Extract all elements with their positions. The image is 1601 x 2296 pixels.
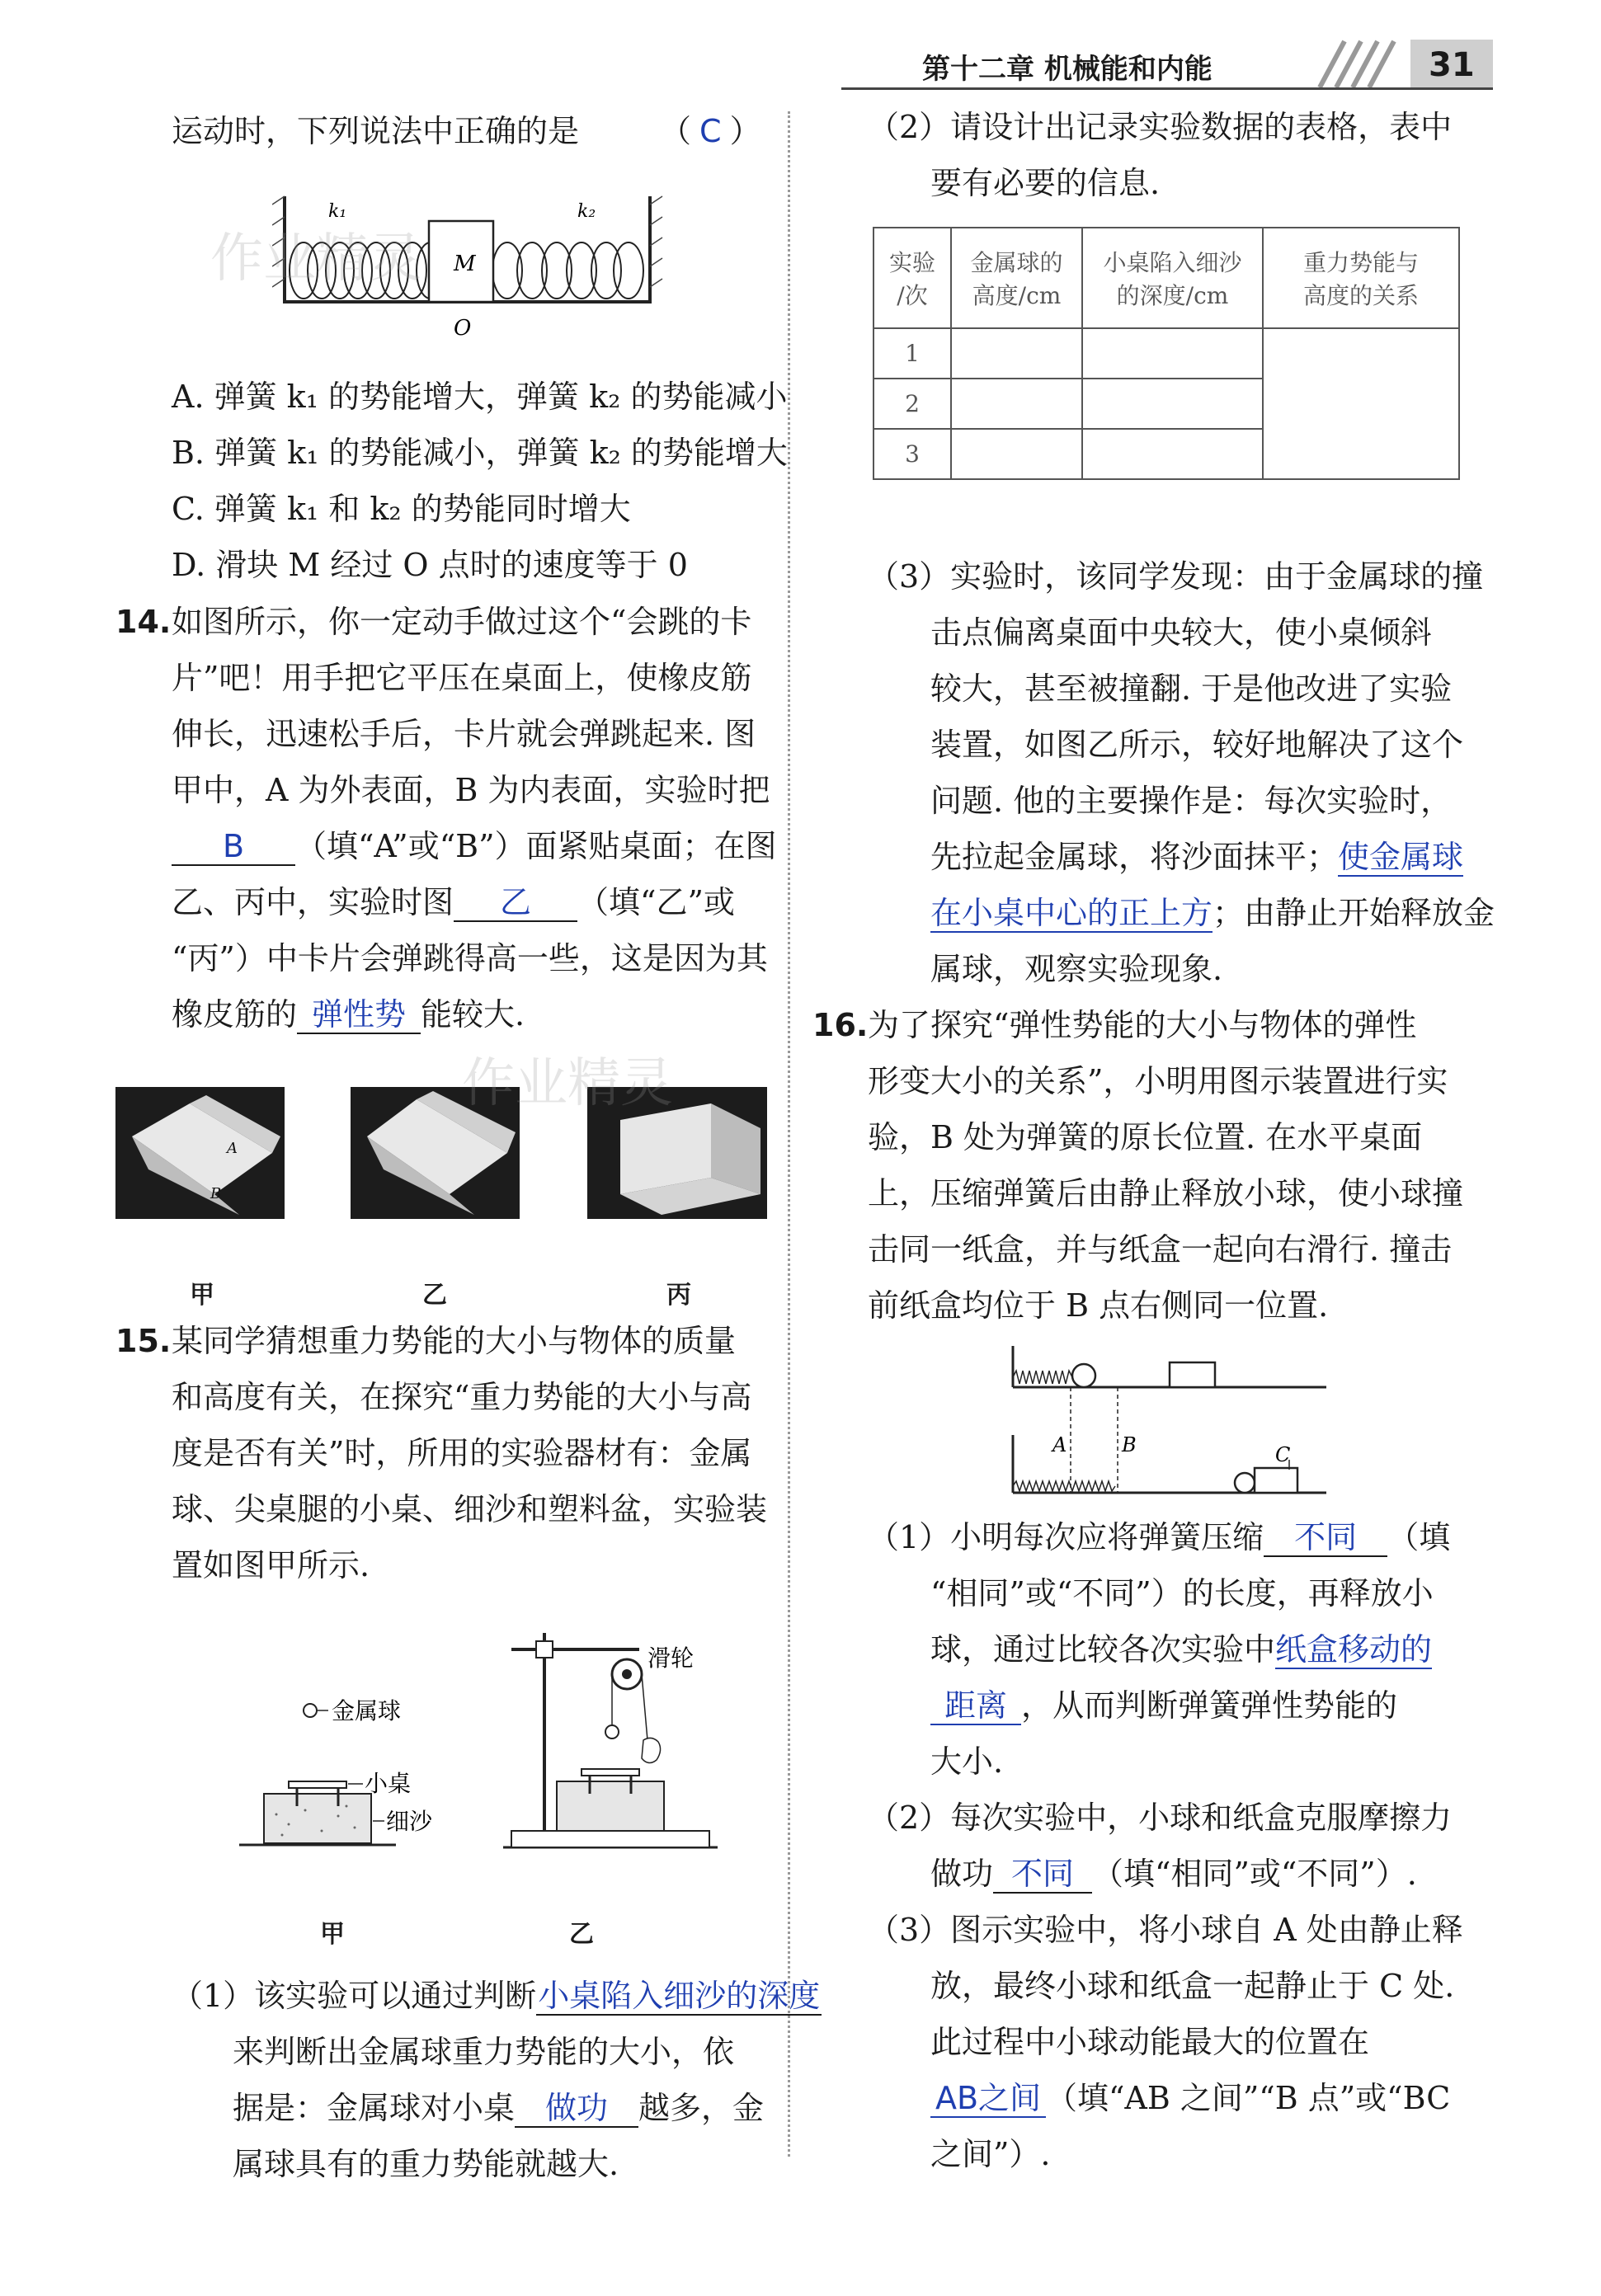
q15-part3-line6: 先拉起金属球，将沙面抹平；使金属球 [930, 839, 1464, 875]
q16-part3-line1: （3）图示实验中，将小球自 A 处由静止释 [868, 1912, 1463, 1948]
table-header-relation: 重力势能与 高度的关系 [1263, 228, 1459, 328]
q16-part1-line1: （1）小明每次应将弹簧压缩 不同 （填 [868, 1519, 1451, 1555]
table-header-depth: 小桌陷入细沙 的深度/cm [1082, 228, 1263, 328]
q16-fig-b: B [1122, 1433, 1137, 1456]
q13-fig-o: O [454, 316, 472, 341]
q14-photo-label-b: B [210, 1185, 222, 1202]
q16-line4: 上，压缩弹簧后由静止释放小球，使小球撞 [868, 1175, 1464, 1212]
q15-part3-line3: 较大，甚至被撞翻. 于是他改进了实验 [930, 670, 1453, 707]
q16-part1-answer: 不同 [1264, 1519, 1387, 1557]
q14-line1: 如图所示，你一定动手做过这个“会跳的卡 [172, 604, 752, 640]
q13-option-b: B. 弹簧 k₁ 的势能减小，弹簧 k₂ 的势能增大 [172, 435, 788, 471]
q13-option-a: A. 弹簧 k₁ 的势能增大，弹簧 k₂ 的势能减小 [172, 379, 788, 415]
q13-answer: C [699, 113, 722, 149]
q14-photo-label-a: A [227, 1140, 238, 1157]
q15-part2-line2: 要有必要的信息. [930, 165, 1161, 201]
watermark: 作业精灵 [462, 1053, 673, 1114]
q16-line5: 击同一纸盒，并与纸盒一起向右滑行. 撞击 [868, 1231, 1453, 1268]
q14-line3: 伸长，迅速松手后，卡片就会弹跳起来. 图 [172, 716, 756, 752]
q14-caption-bing: 丙 [666, 1281, 691, 1310]
q16-part1-answer-2: 纸盒移动的 [1275, 1631, 1433, 1668]
q15-part3-line5: 问题. 他的主要操作是：每次实验时， [930, 783, 1453, 819]
q15-record-table [873, 227, 1460, 480]
q16-part3-line4: AB之间 （填“AB 之间”“B 点”或“BC [930, 2070, 1450, 2126]
q15-part3-answer-a: 使金属球 [1338, 839, 1464, 875]
q15-fig-sand: 细沙 [386, 1808, 433, 1835]
q14-number: 14. [115, 604, 172, 640]
q15-part3-line7: 在小桌中心的正上方；由静止开始释放金 [930, 895, 1495, 931]
q16-spring-figure [1005, 1344, 1335, 1497]
q16-part3-line2: 放，最终小球和纸盒一起静止于 C 处. [930, 1968, 1455, 2004]
q15-part3-answer-b: 在小桌中心的正上方 [930, 895, 1213, 931]
q13-fig-m: M [454, 252, 476, 276]
q15-caption-yi: 乙 [569, 1920, 594, 1949]
q16-number: 16. [812, 1007, 869, 1043]
q15-part3-line8: 属球，观察实验现象. [930, 951, 1223, 987]
q13-fig-k1: k₁ [328, 201, 347, 222]
q15-line1: 某同学猜想重力势能的大小与物体的质量 [172, 1323, 737, 1359]
chapter-title: 第十二章 机械能和内能 [922, 53, 1213, 86]
table-row-3: 3 [873, 429, 951, 479]
q16-line1: 为了探究“弹性势能的大小与物体的弹性 [868, 1007, 1417, 1043]
column-divider [788, 111, 790, 2157]
q16-line3: 验，B 处为弹簧的原长位置. 在水平桌面 [868, 1119, 1423, 1155]
q16-line2: 形变大小的关系”，小明用图示装置进行实 [868, 1063, 1448, 1099]
header-stripes-icon [1311, 40, 1410, 89]
q16-part1-line4: 距离 ，从而判断弹簧弹性势能的 [930, 1677, 1397, 1734]
q16-line6: 前纸盒均位于 B 点右侧同一位置. [868, 1287, 1329, 1324]
q15-fig-table: 小桌 [365, 1770, 412, 1797]
q14-line2: 片”吧！用手把它平压在桌面上，使橡皮筋 [172, 660, 752, 696]
q15-line3: 度是否有关”时，所用的实验器材有：金属 [172, 1435, 752, 1471]
q16-part2-line1: （2）每次实验中，小球和纸盒克服摩擦力 [868, 1800, 1453, 1836]
q15-fig-pulley: 滑轮 [647, 1644, 695, 1672]
q14-line7: “丙”）中卡片会弹跳得高一些，这是因为其 [172, 940, 768, 976]
q15-part3-line4: 装置，如图乙所示，较好地解决了这个 [930, 727, 1464, 763]
q15-apparatus-figure [231, 1608, 742, 1872]
q16-part2-answer: 不同 [993, 1856, 1092, 1894]
table-header-trial: 实验 /次 [873, 228, 951, 328]
q13-stem: 运动时，下列说法中正确的是 [172, 113, 580, 149]
q15-part3-line1: （3）实验时，该同学发现：由于金属球的撞 [868, 558, 1484, 595]
q16-fig-c: C [1275, 1443, 1291, 1466]
q16-part2-line2: 做功 不同 （填“相同”或“不同”）. [930, 1856, 1417, 1892]
q13-option-d: D. 滑块 M 经过 O 点时的速度等于 0 [172, 547, 688, 583]
q15-line2: 和高度有关，在探究“重力势能的大小与高 [172, 1379, 752, 1415]
q14-answer-1: B [172, 828, 295, 866]
q14-line5: B （填“A”或“B”）面紧贴桌面；在图 [172, 818, 777, 874]
q13-fig-k2: k₂ [577, 201, 596, 222]
q16-part1-line5: 大小. [930, 1743, 1004, 1780]
q15-part1-line3: 据是：金属球对小桌 做功 越多，金 [233, 2090, 765, 2126]
q15-line4: 球、尖桌腿的小桌、细沙和塑料盆，实验装 [172, 1491, 768, 1527]
q16-part3-line5: 之间”）. [930, 2136, 1051, 2172]
q15-line5: 置如图甲所示. [172, 1547, 370, 1583]
q16-part1-answer-3: 距离 [930, 1687, 1021, 1725]
q14-photo-jia [115, 1087, 285, 1219]
q15-number: 15. [115, 1323, 172, 1359]
q15-part2-line1: （2）请设计出记录实验数据的表格，表中 [868, 109, 1453, 145]
q15-part1-line2: 来判断出金属球重力势能的大小，依 [233, 2034, 735, 2070]
q14-line6: 乙、丙中，实验时图 乙 （填“乙”或 [172, 884, 735, 920]
header-underline [841, 87, 1493, 90]
q13-option-c: C. 弹簧 k₁ 和 k₂ 的势能同时增大 [172, 491, 631, 527]
q16-part3-answer: AB之间 [930, 2080, 1046, 2118]
q14-caption-yi: 乙 [422, 1281, 447, 1310]
q14-answer-3: 弹性势 [297, 996, 421, 1034]
q15-part1-answer-2: 做功 [515, 2090, 638, 2128]
table-row-2: 2 [873, 379, 951, 429]
q15-caption-jia: 甲 [320, 1920, 345, 1949]
q16-part1-line2: “相同”或“不同”）的长度，再释放小 [930, 1575, 1434, 1611]
page-number: 31 [1410, 40, 1493, 87]
q13-answer-paren: （ C ） [660, 113, 761, 149]
q15-part1-answer: 小桌陷入细沙的深度 [538, 1978, 821, 2014]
q15-fig-ball: 金属球 [332, 1697, 402, 1724]
table-row-1: 1 [873, 328, 951, 379]
table-header-height: 金属球的 高度/cm [951, 228, 1082, 328]
q15-part1-line1: （1）该实验可以通过判断小桌陷入细沙的深度 [172, 1978, 821, 2014]
q14-caption-jia: 甲 [190, 1281, 214, 1310]
q15-part3-line2: 击点偏离桌面中央较大，使小桌倾斜 [930, 614, 1433, 651]
q16-part1-line3: 球，通过比较各次实验中纸盒移动的 [930, 1631, 1433, 1668]
watermark: 作业精灵 [210, 228, 421, 289]
header-bar [841, 40, 1551, 89]
q14-answer-2: 乙 [454, 884, 577, 922]
q14-line8: 橡皮筋的 弹性势 能较大. [172, 996, 525, 1033]
q14-line4: 甲中，A 为外表面，B 为内表面，实验时把 [172, 772, 770, 808]
q16-fig-a: A [1052, 1433, 1067, 1456]
q16-part3-line3: 此过程中小球动能最大的位置在 [930, 2024, 1370, 2060]
q15-part1-line4: 属球具有的重力势能就越大. [233, 2146, 619, 2182]
